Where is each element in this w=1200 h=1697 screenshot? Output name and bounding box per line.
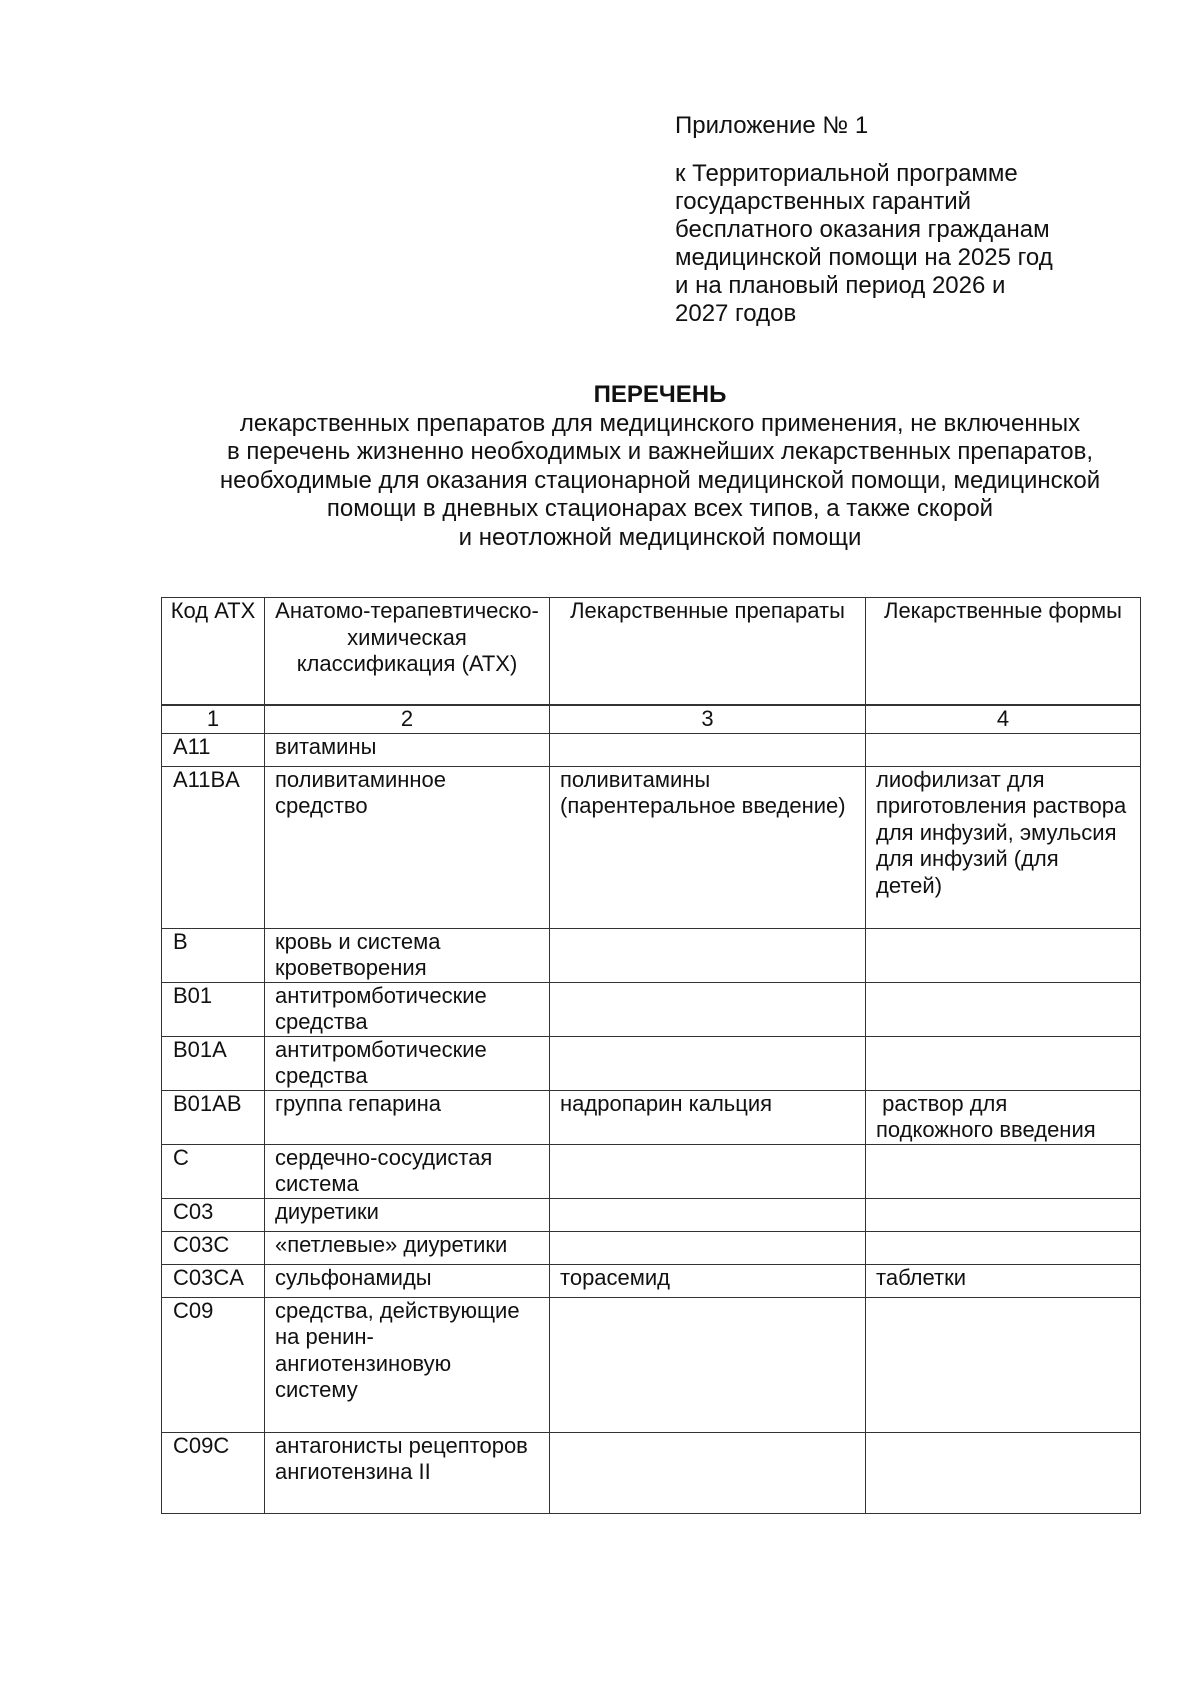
title-line: помощи в дневных стационарах всех типов, а также скорой [326, 495, 994, 522]
cell-class: витамины [265, 733, 550, 766]
cell-class: группа гепарина [265, 1090, 550, 1144]
table-row [162, 766, 1141, 928]
cell-code: A11 [162, 733, 265, 766]
column-number-row [162, 705, 1141, 733]
table-row [162, 1297, 1141, 1432]
title-line: и неотложной медицинской помощи [458, 523, 862, 551]
header-forms: Лекарственные формы [866, 598, 1141, 706]
appendix-line: 2027 годов [675, 300, 797, 327]
table-row [162, 1432, 1141, 1513]
column-number: 2 [265, 705, 550, 733]
cell-code: B01 [162, 982, 265, 1036]
column-number: 3 [550, 705, 866, 733]
cell-class: антагонисты рецепторов ангиотензина II [265, 1432, 550, 1513]
cell-form [866, 1198, 1141, 1231]
header-drugs: Лекарственные препараты [550, 598, 866, 706]
cell-drug [550, 1198, 866, 1231]
table-row [162, 733, 1141, 766]
table-row [162, 928, 1141, 982]
cell-class: антитромботические средства [265, 982, 550, 1036]
table-row [162, 1144, 1141, 1198]
cell-code: C03 [162, 1198, 265, 1231]
cell-class: сердечно-сосудистая система [265, 1144, 550, 1198]
cell-drug [550, 1231, 866, 1264]
cell-code: C03CA [162, 1264, 265, 1297]
cell-code: B [162, 928, 265, 982]
cell-code: C09 [162, 1297, 265, 1432]
table-row [162, 1198, 1141, 1231]
cell-class: диуретики [265, 1198, 550, 1231]
appendix-line: медицинской помощи на 2025 год [675, 244, 1053, 271]
appendix-line: и на плановый период 2026 и [675, 272, 1006, 299]
table-row [162, 1090, 1141, 1144]
cell-code: C [162, 1144, 265, 1198]
appendix-number: Приложение № 1 [675, 112, 869, 139]
cell-form [866, 1297, 1141, 1432]
cell-drug: надропарин кальция [550, 1090, 866, 1144]
table-row [162, 1036, 1141, 1090]
column-number: 4 [866, 705, 1141, 733]
cell-form [866, 928, 1141, 982]
table-row [162, 1264, 1141, 1297]
cell-form: раствор для подкожного введения [866, 1090, 1141, 1144]
cell-class: средства, действующие на ренин-ангиотензиновую систему [265, 1297, 550, 1432]
cell-class: сульфонамиды [265, 1264, 550, 1297]
header-classification: Анатомо-терапевтическо-химическая классификация (АТХ) [265, 598, 550, 706]
table-row [162, 982, 1141, 1036]
title-line: в перечень жизненно необходимых и важнейших лекарственных препаратов, [226, 438, 1094, 465]
cell-drug: поливитамины (парентеральное введение) [550, 766, 866, 928]
appendix-line: государственных гарантий [675, 188, 972, 215]
cell-drug [550, 1036, 866, 1090]
cell-drug [550, 928, 866, 982]
cell-code: A11BA [162, 766, 265, 928]
atx-table [161, 597, 1141, 1514]
cell-form [866, 1036, 1141, 1090]
appendix-line: к Территориальной программе [675, 160, 1018, 187]
cell-drug [550, 1144, 866, 1198]
cell-code: C03C [162, 1231, 265, 1264]
table-header-row [162, 598, 1141, 706]
table-row [162, 1231, 1141, 1264]
cell-form: лиофилизат для приготовления раствора для инфузий, эмульсия для инфузий (для детей) [866, 766, 1141, 928]
cell-code: B01AB [162, 1090, 265, 1144]
title-line: необходимые для оказания стационарной медицинской помощи, медицинской [219, 466, 1101, 494]
cell-class: кровь и система кроветворения [265, 928, 550, 982]
cell-class: антитромботические средства [265, 1036, 550, 1090]
cell-class: «петлевые» диуретики [265, 1231, 550, 1264]
cell-class: поливитаминное средство [265, 766, 550, 928]
cell-form [866, 1432, 1141, 1513]
title-line: лекарственных препаратов для медицинского применения, не включенных [239, 409, 1081, 437]
cell-drug: торасемид [550, 1264, 866, 1297]
cell-code: B01A [162, 1036, 265, 1090]
cell-drug [550, 733, 866, 766]
cell-form: таблетки [866, 1264, 1141, 1297]
appendix-line: бесплатного оказания гражданам [675, 216, 1050, 243]
cell-drug [550, 1432, 866, 1513]
cell-drug [550, 982, 866, 1036]
header-code: Код АТХ [162, 598, 265, 706]
cell-form [866, 1144, 1141, 1198]
title-heading: ПЕРЕЧЕНЬ [593, 381, 727, 408]
cell-code: C09C [162, 1432, 265, 1513]
cell-form [866, 1231, 1141, 1264]
cell-drug [550, 1297, 866, 1432]
document-title [0, 381, 1200, 552]
appendix-block [675, 112, 1145, 328]
column-number: 1 [162, 705, 265, 733]
cell-form [866, 733, 1141, 766]
cell-form [866, 982, 1141, 1036]
